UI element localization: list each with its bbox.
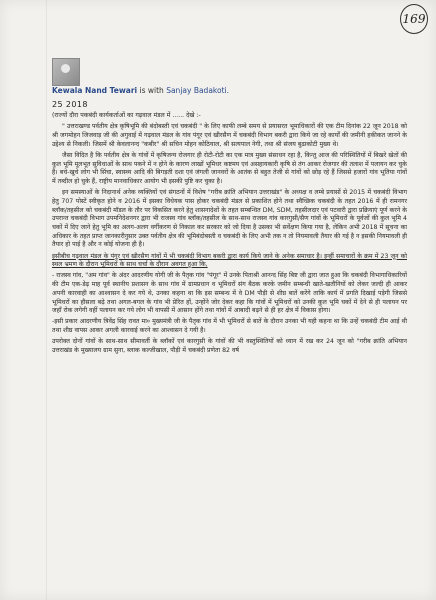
page-number: 169: [402, 12, 426, 26]
avatar: [52, 58, 80, 86]
paragraph: उपरोक्त दोनों गांवों के साथ-साथ सीमावर्ती के ब्लॉकों एवं कारगुसी के गांवों की भी वस्तुस्थितियों को ध्यान में रख कर 24 जून को "गरीब क्रांति अभियान उत्तराखंड के मुख्यालय ग्राम सुना, ब्लाक कल्जीखाल, पौड़ी में चकबंदी प्रणेता 82 वर्ष: [52, 338, 407, 355]
paragraph: इन समस्याओं के निदानार्थ अनेक व्यक्तियों एवं संगठनों में विशेष "गरीब क्रांति अभियान उत्तराखंड" के अध्यक्ष व लम्बे प्रयासों से 2015 में चकबंदी विभाग हेतु 707 पोस्टें स्वीकृत होने व 2016 में इसका विधेयक पास होकर चकबंदी मंडल से प्रकाशित होने तथा स्वैच्छिक चकबंदी के तहत 2016 में ही रामनगर ब्लॉक/तहसील को चकबंदी मॉडल के तौर पर विकसित करने हेतु शासनादेशों के तहत सम्बन्धित DM, SDM, तहसीलदार एवं पटवारी द्वारा प्रक्रियाएं पूर्ण करने के उपरान्त चकबंदी विभाग उपमनिदेशनगर द्वारा भी राजस्व गांव ब्लॉक/तहसील के साथ-साथ राजस्व गांव कारगुसी/सैण गांवों के भूमिधरों के पूर्वजों की कुल भूमि 4 चकों में दिए जाने हेतु भूमि का अलग-अलग वर्गीकरण से निकाल कर सरकार को जो दिया है उसका भी सर्वेक्षण किया गया है, लेकिन अभी 2018 में सूचना का अधिकार के तहत प्राप्त जानकारीनुसार उक्त पर्वतीय क्षेत्र की भूमिबंदोबस्ती व चकबंदी के लिए अभी तक न तो नियमावली तैयार की गई है न इसकी नियमावली ही तैयार हो पाई है और न कोई योजना ही है।: [52, 189, 407, 249]
paragraph-underlined: इसीबीच गढ़वाल मंडल के पंगूर एवं खीरसैण गांवों में भी चकबंदी विभाग बकरी द्वारा कार्य किये जाने के अनेक समाचार है। इन्हीं समाचारों के क्रम में 23 जून को स्थल भ्रमण के दौरान भूमिधरों के साथ चर्चा के दौरान अवगत हुआ कि,: [52, 252, 407, 269]
post-header: [52, 58, 406, 95]
tag-text: is with: [139, 86, 164, 95]
paragraph: जैसा विदित है कि पर्वतीय क्षेत्र के गांवों में कृषिजन्य रोजगार ही रोटी-रोटी का एक मात्र मुख्य संसाधन रहा है, किन्तु आज की परिस्थितियों में बिखरे खेतों की कुल भूमि मूलभूत सुविधाओं के साथ पकने में न होने के कारण लाखों भूमिधर कष्टमय एवं असहायकारी कृषि से तंग आकर रोजगार की तलाश में पलायन कर चुके हैं। बचे-खुचे लोग भी सिंचा, स्वास्थ्य आदि की बिगड़ती दशा एवं जंगली जानवरों के आतंक से बहुत तेजी से गांवों को छोड़ रहे हैं जिससे हजारों गांव भूतिया गांवों में तब्दील हो चुके हैं, राष्ट्रीय मानवाधिकार आयोग भी इसकी पुष्टि कर चुका है।: [52, 151, 407, 185]
paragraph: -इसी प्रकार आदरणीय त्रिवेंद्र सिंह रावत मा० मुख्यमंत्री जी के पैतृक गांव में भी भूमिधरों से बातें के दौरान उनका भी यही कहना था कि उन्हें चकबंदी टीम आई थी तथा शीघ्र वापस आकर अगली कारवाई करने का आश्वासन दे गयी है।: [52, 318, 407, 335]
post-body: [52, 112, 407, 358]
page-number-circle: [400, 4, 428, 34]
author-name[interactable]: Kewala Nand Tewari: [52, 86, 138, 95]
author-line: [52, 86, 229, 95]
paragraph-intro: (राज्यों दौरा पकबंदी कार्यकर्ताओं का गढ़वाल मंडल में ...... देखे :-: [52, 112, 201, 119]
paragraph: " उत्तराखण्ड पर्वतीय क्षेत्र कृषिभूमि की बंदोबस्ती एवं चकबंदी " के लिए काफी लम्बे समय से प्रयासरत भूमाधिकारों की एक टीम दिनांक 22 जून 2018 को श्री जगमोहन जिजवाड़ जी की अगुवाई में गढ़वाल मंडल के गांव पंगूर एवं खीरसैण में चकबंदी विभाग बकरी द्वारा किये जा रहे कार्यों की जमीनी हकीकत जानने के उद्देश्य से निकली। जिसमें श्री केवलानन्द "कबीर" श्री सचिन मोहन कोठियाल, श्री सत्यपाल नेगी, तथा श्री संजय बुढाकोटी मुख्य थे।: [52, 123, 407, 148]
tagged-person[interactable]: Sanjay Badakoti.: [166, 86, 229, 95]
margin-line: [46, 0, 47, 600]
post-date: 25 2018: [52, 100, 88, 109]
paragraph: - राजस्व गांव, "अम गांव" के अंदर आदरणीय योगी जी के पैतृक गांव "पंगूर" में उनके पिताश्री आनन्द सिंह बिष्ट जी द्वारा जात हुआ कि चकबंदी विभागाधिकारियों की टीम एक-डेढ़ माह पूर्व स्थानीय प्रशासन के साथ गांव में ग्रामप्रधान व भूमिधरों संग बैठक करके जमीन सम्बन्धी खाते-खतौनियों को लेकर जल्दी ही आकर अपनी कारवाही का आश्वासन दे कर गये थे, उनका कहना था कि इस सम्बन्ध में वे DM पौड़ी से शीघ्र बातें करेंगे ताकि कार्य में प्रगति दिखाई पड़ेगी जिससे भूमिधरों का हौसला बढ़े तथा अगल-बगल के गांव भी प्रेरित हों, उन्होंने जोर देकर कहा कि गांवों में भूमिधरों को उनकी कुल भूमि चकों में देने से ही पलायन पर जहाँ रोक लगेगी वहीं पलायन कर गये लोग भी वापसी में आसान होंगे तथा गांवों में आबादी बढ़ने से ही हर क्षेत्र में विकास होगा।: [52, 272, 407, 315]
